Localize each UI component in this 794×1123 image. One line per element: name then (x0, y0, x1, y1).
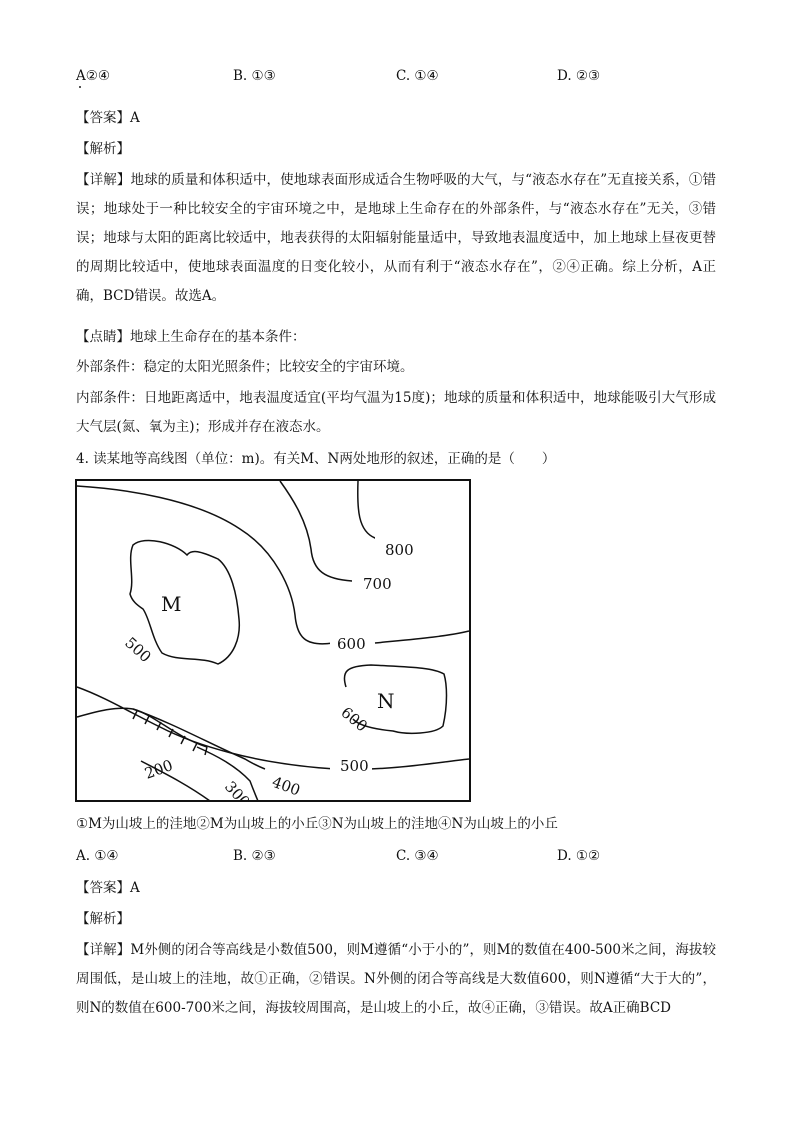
tip-tag: 【点睛】 (76, 329, 130, 345)
detail-text: 地球的质量和体积适中，使地球表面形成适合生物呼吸的大气，与“液态水存在”无直接关系，①错误；地球处于一种比较安全的宇宙环境之中，是地球上生命存在的外部条件，与“液态水存在”无关，③错误；地球与太阳的距离比较适中，地表获得的太阳辐射能量适中，导致地表温度适中，加上地球上昼夜更替的周期比较适中，使地球表面温度的日变化较小，从而有利于“液态水存在”，②④正确。综上分析，A正确，BCD错误。故选A。 (76, 172, 717, 304)
q3-tip-line (76, 328, 306, 346)
q4-stem: 4. 读某地等高线图（单位：m)。有关M、N两处地形的叙述，正确的是（ ） (76, 451, 556, 467)
q3-option-d: D. ②③ (557, 68, 601, 84)
q3-option-c: C. ①④ (396, 68, 439, 84)
detail-tag: 【详解】 (76, 942, 131, 958)
q4-statements: ①M为山坡上的洼地②M为山坡上的小丘③N为山坡上的洼地④N为山坡上的小丘 (76, 816, 558, 832)
label-700: 700 (363, 575, 392, 593)
answer-value: A (130, 110, 140, 126)
answer-tag: 【答案】 (76, 880, 130, 896)
q4-option-c: C. ③④ (396, 848, 439, 864)
answer-tag: 【答案】 (76, 110, 130, 126)
q4-option-d: D. ①② (557, 848, 601, 864)
q3-internal-conditions: 内部条件：日地距离适中，地表温度适宜(平均气温为15度)；地球的质量和体积适中，地球能吸引大气形成大气层(氮、氧为主)；形成并存在液态水。 (76, 390, 716, 435)
point-m: M (161, 592, 182, 616)
q4-option-a: A. ①④ (76, 848, 119, 864)
label-800: 800 (385, 541, 414, 559)
q3-answer-line (76, 109, 140, 127)
q4-answer-line (76, 879, 140, 897)
label-200: 200 (142, 756, 176, 783)
label-300: 300 (221, 777, 254, 802)
q3-option-b: B. ①③ (233, 68, 276, 84)
detail-text: M外侧的闭合等高线是小数值500，则M遵循“小于小的”，则M的数值在400-500米之间，海拔较周围低，是山坡上的洼地，故①正确，②错误。N外侧的闭合等高线是大数值600，则N遵循“大于大的”，则N的数值在600-700米之间，海拔较周围高，是山坡上的小丘，故④正确，③错误。故A正确BCD (76, 942, 716, 1016)
q3-option-a: A②④ (76, 68, 110, 84)
tip-text: 地球上生命存在的基本条件： (130, 329, 306, 345)
contour-map-svg (75, 479, 471, 802)
point-n: N (377, 689, 395, 713)
label-500-m: 500 (121, 633, 155, 667)
contour-map (75, 479, 471, 802)
q4-detail-paragraph (76, 936, 716, 1023)
label-500: 500 (340, 757, 369, 775)
stray-dot (79, 86, 81, 88)
answer-value: A (130, 880, 140, 896)
analysis-tag: 【解析】 (76, 141, 130, 157)
detail-tag: 【详解】 (76, 172, 131, 188)
q3-external-conditions: 外部条件：稳定的太阳光照条件；比较安全的宇宙环境。 (76, 359, 414, 375)
q4-option-b: B. ②③ (233, 848, 276, 864)
label-600: 600 (337, 635, 366, 653)
analysis-tag: 【解析】 (76, 911, 130, 927)
label-400: 400 (269, 772, 303, 800)
q3-detail-paragraph (76, 166, 716, 311)
label-600-n: 600 (337, 703, 371, 736)
